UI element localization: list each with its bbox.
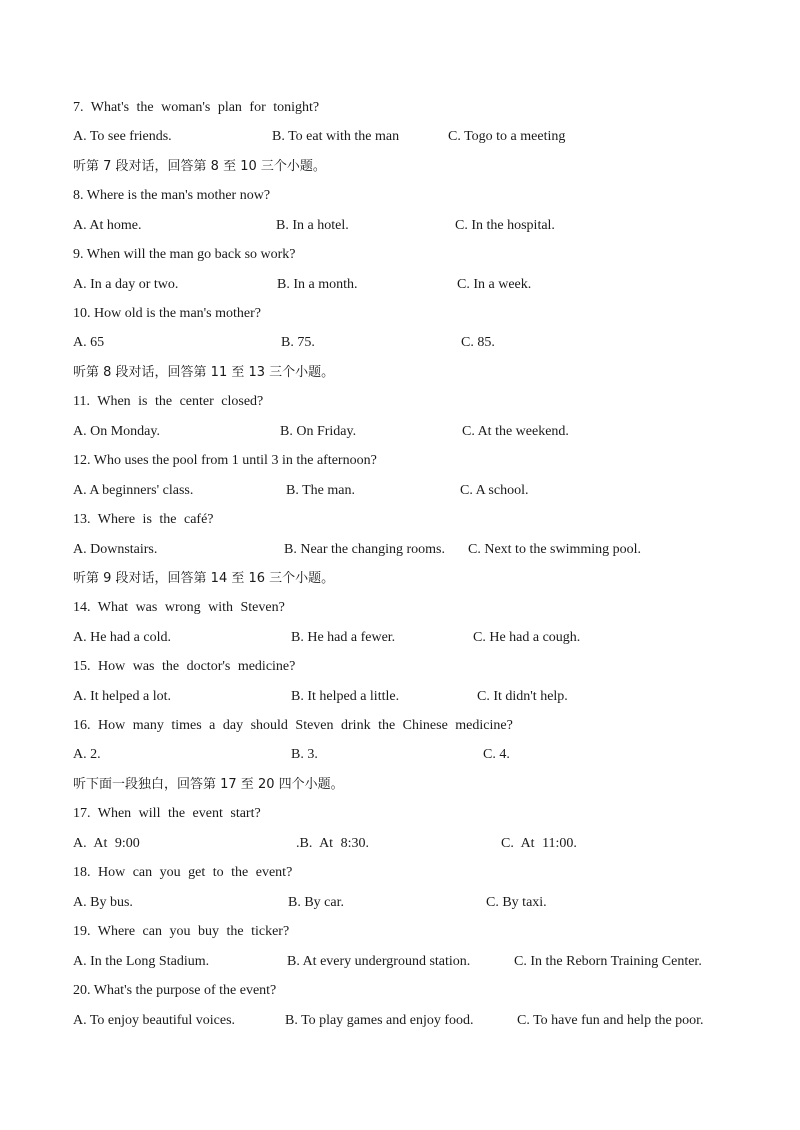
q7-option-b: B. To eat with the man xyxy=(272,129,400,144)
q19-option-c: C. In the Reborn Training Center. xyxy=(514,954,702,969)
question-16: 16. How many times a day should Steven drink the Chinese medicine? xyxy=(73,718,513,733)
question-17: 17. When will the event start? xyxy=(73,806,261,821)
q15-option-b: B. It helped a little. xyxy=(291,689,400,704)
q15-option-a: A. It helped a lot. xyxy=(73,689,171,704)
question-19: 19. Where can you buy the ticker? xyxy=(73,924,290,939)
question-20: 20. What's the purpose of the event? xyxy=(73,983,277,998)
section-heading-dialogue-8: 听第 8 段对话，回答第 11 至 13 三个小题。 xyxy=(73,365,335,380)
question-15: 15. How was the doctor's medicine? xyxy=(73,659,296,674)
q17-option-a: A. At 9:00 xyxy=(73,836,140,851)
question-9: 9. When will the man go back so work? xyxy=(73,247,296,262)
question-12: 12. Who uses the pool from 1 until 3 in the afternoon? xyxy=(73,453,377,468)
question-7: 7. What's the woman's plan for tonight? xyxy=(73,100,320,115)
q9-option-c: C. In a week. xyxy=(457,277,532,292)
q15-option-c: C. It didn't help. xyxy=(477,689,568,704)
q17-option-b: .B. At 8:30. xyxy=(296,836,369,851)
section-heading-dialogue-7: 听第 7 段对话，回答第 8 至 10 三个小题。 xyxy=(73,159,326,174)
q20-option-b: B. To play games and enjoy food. xyxy=(285,1013,474,1028)
section-heading-dialogue-9: 听第 9 段对话，回答第 14 至 16 三个小题。 xyxy=(73,571,335,586)
question-10: 10. How old is the man's mother? xyxy=(73,306,261,321)
q17-option-c: C. At 11:00. xyxy=(501,836,577,851)
q18-option-c: C. By taxi. xyxy=(486,895,547,910)
q12-option-a: A. A beginners' class. xyxy=(73,483,194,498)
question-8: 8. Where is the man's mother now? xyxy=(73,188,271,203)
q10-option-a: A. 65 xyxy=(73,335,105,350)
q10-option-c: C. 85. xyxy=(461,335,495,350)
q18-option-a: A. By bus. xyxy=(73,895,133,910)
q12-option-c: C. A school. xyxy=(460,483,529,498)
q11-option-b: B. On Friday. xyxy=(280,424,357,439)
q20-option-a: A. To enjoy beautiful voices. xyxy=(73,1013,236,1028)
q9-option-a: A. In a day or two. xyxy=(73,277,179,292)
q7-option-c: C. Togo to a meeting xyxy=(448,129,566,144)
question-18: 18. How can you get to the event? xyxy=(73,865,293,880)
q16-option-a: A. 2. xyxy=(73,747,101,762)
q13-option-a: A. Downstairs. xyxy=(73,542,158,557)
section-heading-monologue: 听下面一段独白，回答第 17 至 20 四个小题。 xyxy=(73,777,344,792)
q9-option-b: B. In a month. xyxy=(277,277,358,292)
q16-option-b: B. 3. xyxy=(291,747,318,762)
q8-option-a: A. At home. xyxy=(73,218,142,233)
q7-option-a: A. To see friends. xyxy=(73,129,172,144)
q8-option-b: B. In a hotel. xyxy=(276,218,349,233)
question-14: 14. What was wrong with Steven? xyxy=(73,600,285,615)
question-13: 13. Where is the café? xyxy=(73,512,214,527)
q8-option-c: C. In the hospital. xyxy=(455,218,555,233)
q14-option-c: C. He had a cough. xyxy=(473,630,581,645)
q14-option-b: B. He had a fewer. xyxy=(291,630,396,645)
q11-option-c: C. At the weekend. xyxy=(462,424,569,439)
q18-option-b: B. By car. xyxy=(288,895,344,910)
q19-option-a: A. In the Long Stadium. xyxy=(73,954,210,969)
q20-option-c: C. To have fun and help the poor. xyxy=(517,1013,704,1028)
q16-option-c: C. 4. xyxy=(483,747,510,762)
q13-option-b: B. Near the changing rooms. xyxy=(284,542,445,557)
q19-option-b: B. At every underground station. xyxy=(287,954,471,969)
q13-option-c: C. Next to the swimming pool. xyxy=(468,542,642,557)
q10-option-b: B. 75. xyxy=(281,335,315,350)
q14-option-a: A. He had a cold. xyxy=(73,630,171,645)
q11-option-a: A. On Monday. xyxy=(73,424,160,439)
q12-option-b: B. The man. xyxy=(286,483,355,498)
question-11: 11. When is the center closed? xyxy=(73,394,264,409)
